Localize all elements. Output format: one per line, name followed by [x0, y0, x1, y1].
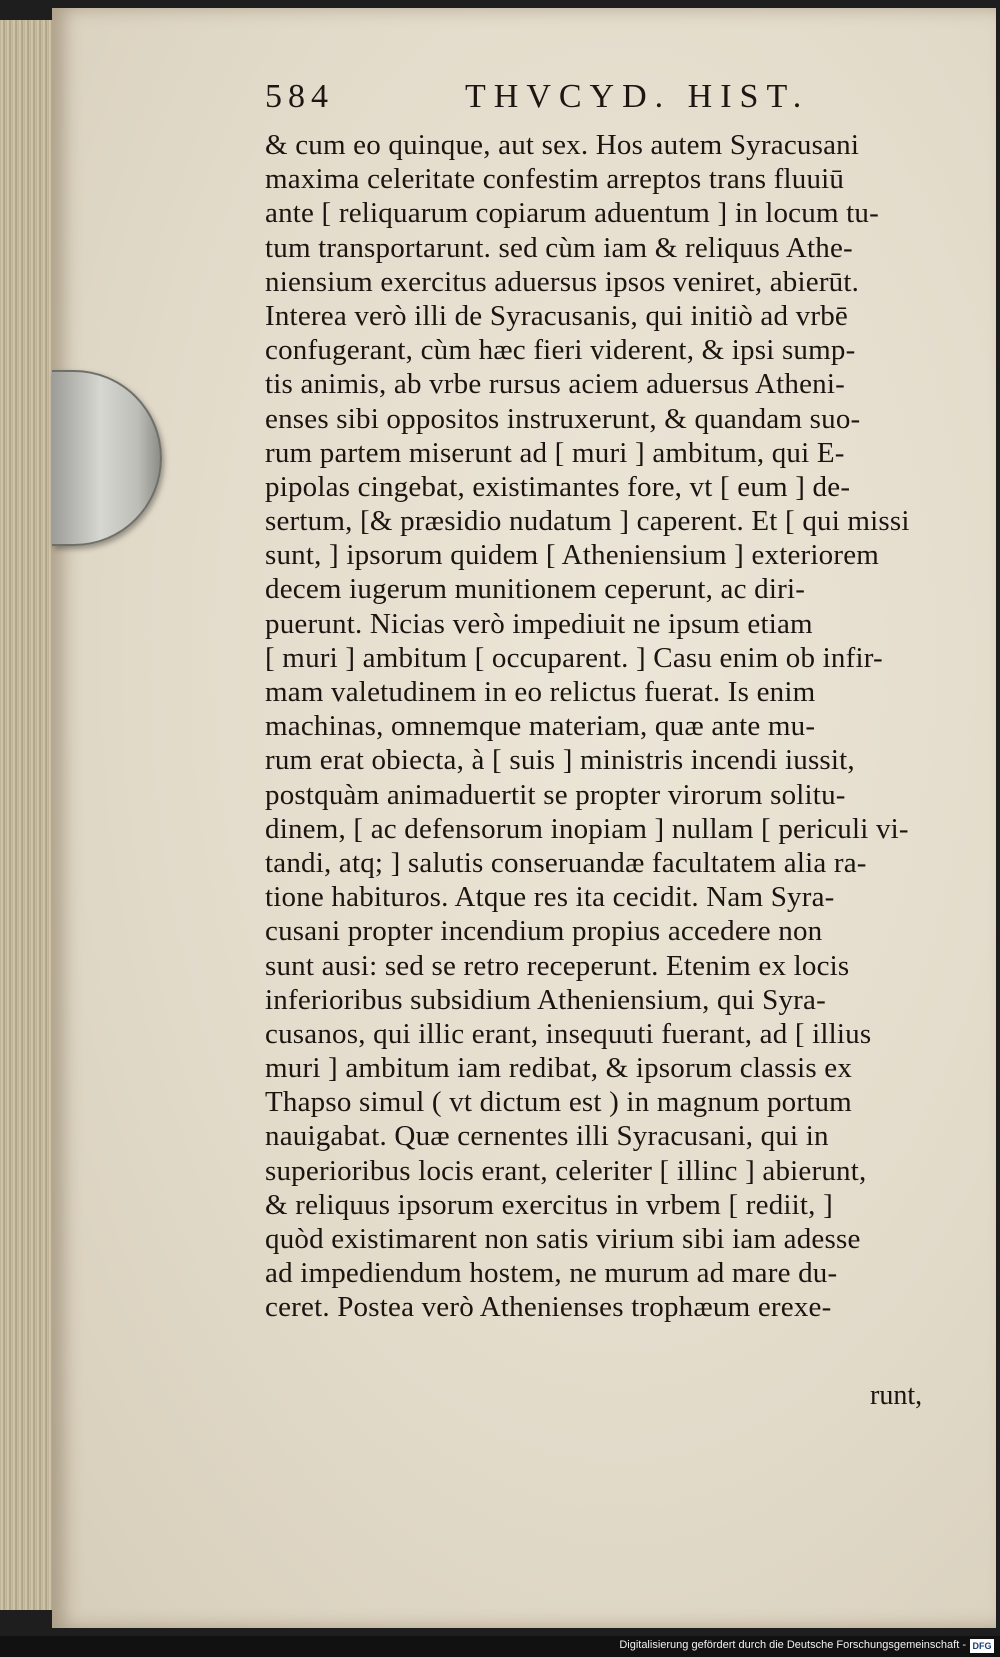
- text-line: ceret. Postea verò Athenienses trophæum erexe-: [265, 1291, 832, 1324]
- running-title: THVCYD. HIST.: [465, 78, 810, 115]
- text-line: mam valetudinem in eo relictus fuerat. Is enim: [265, 676, 816, 708]
- text-line: tione habituros. Atque res ita cecidit. Nam Syra-: [265, 881, 835, 914]
- text-line: sertum, [& præsidio nudatum ] caperent. Et [ qui missi: [265, 505, 910, 538]
- text-line: maxima celeritate confestim arreptos trans fluuiū: [265, 163, 845, 196]
- text-line: cusanos, qui illic erant, insequuti fuerant, ad [ illius: [265, 1017, 872, 1050]
- text-line: inferioribus subsidium Atheniensium, qui Syra-: [265, 983, 826, 1016]
- text-line: confugerant, cùm hæc fieri viderent, & ipsi sump-: [265, 334, 856, 367]
- text-line: tum transportarunt. sed cùm iam & reliquus Athe-: [265, 231, 853, 264]
- dfg-logo: DFG: [970, 1639, 994, 1653]
- text-line: tandi, atq; ] salutis conseruandæ facultatem alia ra-: [265, 846, 867, 879]
- text-line: & reliquus ipsorum exercitus in vrbem [ rediit, ]: [265, 1188, 833, 1221]
- text-line: rum erat obiecta, à [ suis ] ministris incendi iussit,: [265, 744, 855, 777]
- text-line: tis animis, ab vrbe rursus aciem aduersus Atheni-: [265, 368, 846, 401]
- catchword: runt,: [870, 1380, 923, 1411]
- text-line: puerunt. Nicias verò impediuit ne ipsum etiam: [265, 607, 813, 640]
- text-line: ad impediendum hostem, ne murum ad mare du-: [265, 1257, 838, 1290]
- text-line: rum partem miserunt ad [ muri ] ambitum, qui E-: [265, 436, 845, 469]
- text-line: sunt, ] ipsorum quidem [ Atheniensium ] exteriorem: [265, 539, 880, 572]
- page-body-text: [265, 128, 965, 1325]
- footer-credit: Digitalisierung gefördert durch die Deutsche Forschungsgemeinschaft -: [619, 1639, 966, 1651]
- text-line: niensium exercitus aduersus ipsos veniret, abierūt.: [265, 265, 860, 298]
- digitization-footer: [0, 1636, 1000, 1657]
- text-line: postquàm animaduertit se propter virorum solitu-: [265, 778, 846, 811]
- page-number: 584: [265, 78, 334, 115]
- text-line: dinem, [ ac defensorum inopiam ] nullam [ periculi vi-: [265, 812, 909, 845]
- running-head: [265, 78, 835, 120]
- text-line: ante [ reliquarum copiarum aduentum ] in locum tu-: [265, 197, 879, 230]
- text-line: & cum eo quinque, aut sex. Hos autem Syracusani: [265, 129, 860, 161]
- text-line: cusani propter incendium propius accedere non: [265, 915, 823, 948]
- text-line: Interea verò illi de Syracusanis, qui initiò ad vrbē: [265, 299, 848, 332]
- text-line: Thapso simul ( vt dictum est ) in magnum portum: [265, 1086, 852, 1119]
- text-line: nauigabat. Quæ cernentes illi Syracusani, qui in: [265, 1120, 829, 1153]
- text-line: machinas, omnemque materiam, quæ ante mu-: [265, 710, 816, 743]
- page-clip: [52, 370, 162, 546]
- text-line: [ muri ] ambitum [ occuparent. ] Casu enim ob infir-: [265, 641, 883, 674]
- text-line: pipolas cingebat, existimantes fore, vt [ eum ] de-: [265, 470, 851, 503]
- text-line: decem iugerum munitionem ceperunt, ac diri-: [265, 573, 806, 606]
- text-line: muri ] ambitum iam redibat, & ipsorum classis ex: [265, 1052, 853, 1085]
- text-line: enses sibi oppositos instruxerunt, & quandam suo-: [265, 402, 861, 435]
- text-line: quòd existimarent non satis virium sibi iam adesse: [265, 1223, 861, 1255]
- text-line: sunt ausi: sed se retro receperunt. Etenim ex locis: [265, 949, 850, 982]
- book-page-edges: [0, 20, 60, 1610]
- text-line: superioribus locis erant, celeriter [ illinc ] abierunt,: [265, 1154, 867, 1187]
